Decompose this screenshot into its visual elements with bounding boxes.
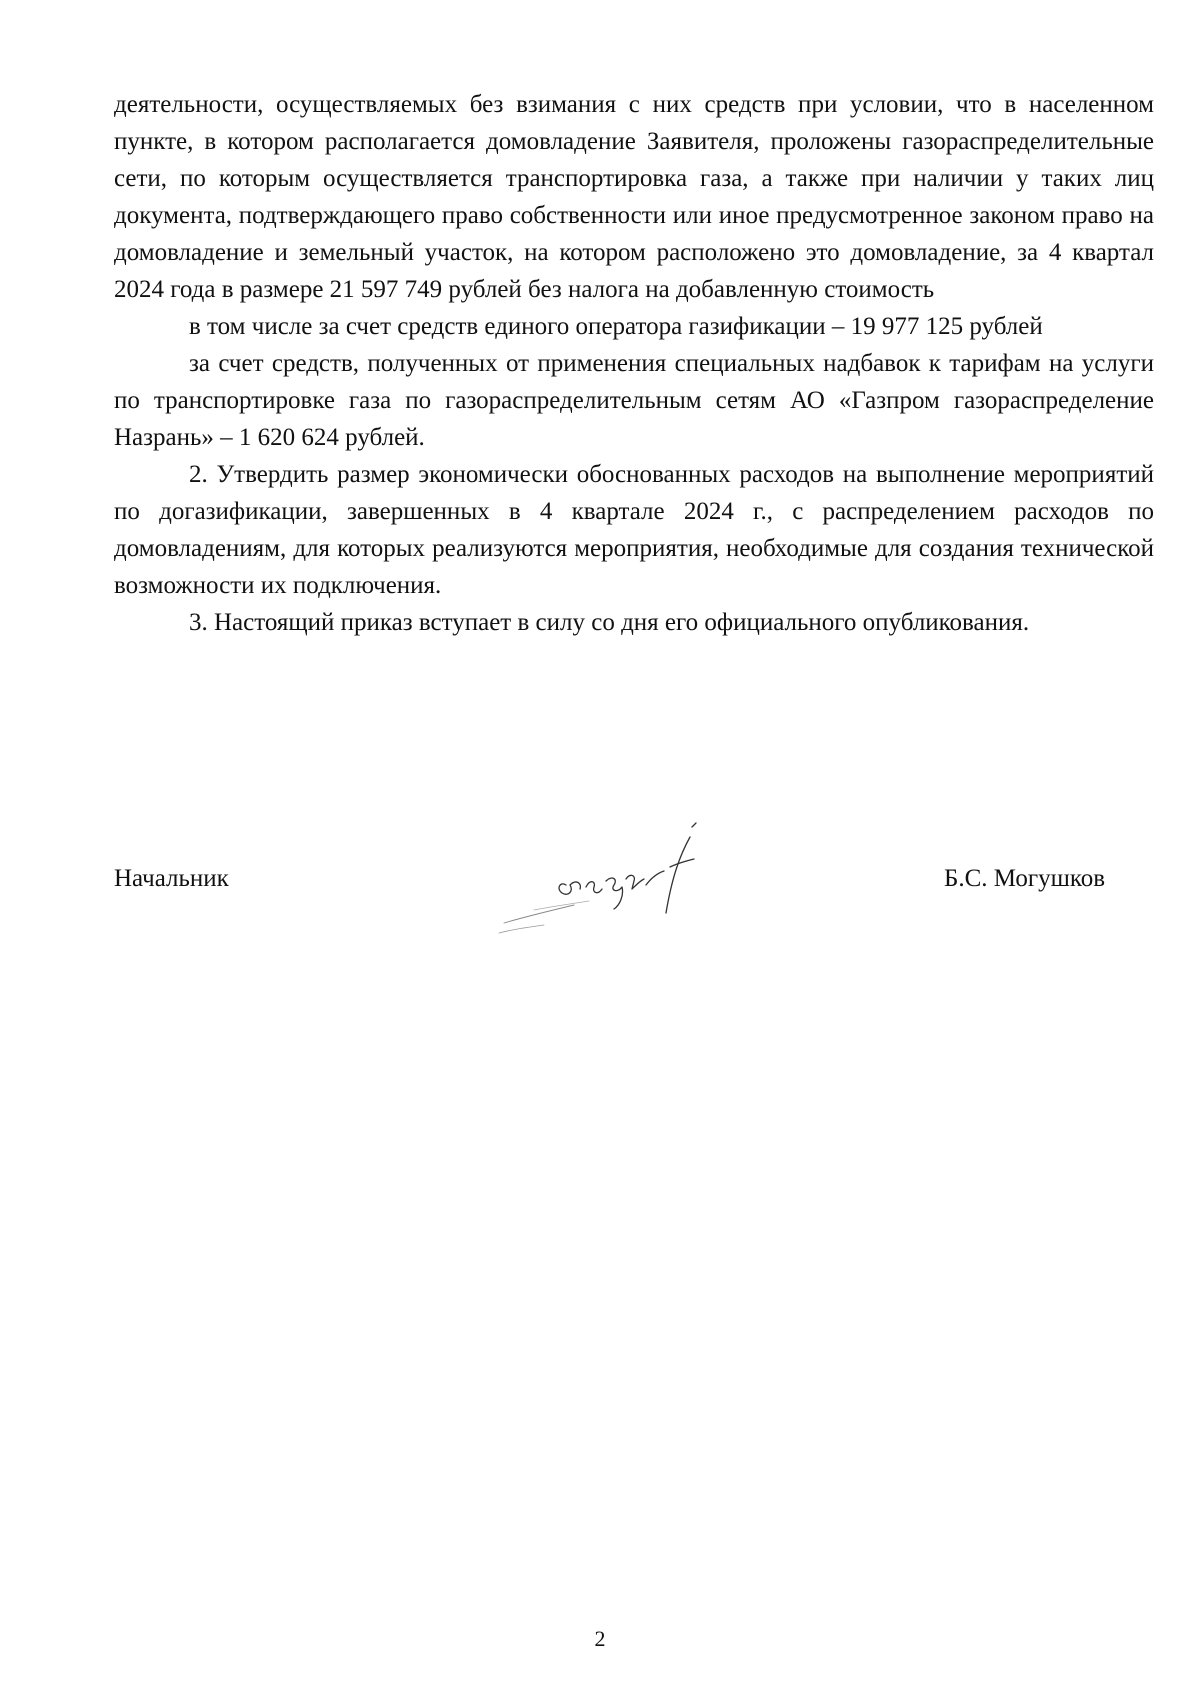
paragraph-surcharge-funds: за счет средств, полученных от применения специальных надбавок к тарифам на услуги по транспортировке газа по газораспределительным сетям АО «Газпром газораспределение Назрань» – 1 620 624 рублей. bbox=[114, 350, 1154, 451]
paragraph-continuation: деятельности, осуществляемых без взимания с них средств при условии, что в населенном пункте, в котором располагается домовладение Заявителя, проложены газораспределительные сети, по которым осуществляется транспортировка газа, а также при наличии у таких лиц документа, подтверждающего право собственности или иное предусмотренное законом право на домовладение и земельный участок, на котором расположено это домовладение, за 4 квартал 2024 года в размере 21 597 749 рублей без налога на добавленную стоимость bbox=[114, 91, 1154, 303]
page-number: 2 bbox=[594, 1626, 606, 1651]
paragraph-operator-funds: в том числе за счет средств единого оператора газификации – 19 977 125 рублей bbox=[189, 313, 1043, 340]
paragraph-item-3: 3. Настоящий приказ вступает в силу со дня его официального опубликования. bbox=[189, 609, 1030, 636]
signatory-position: Начальник bbox=[114, 865, 229, 892]
signature-block bbox=[114, 860, 1200, 940]
paragraph-item-2: 2. Утвердить размер экономически обоснованных расходов на выполнение мероприятий по догазификации, завершенных в 4 квартале 2024 г., с распределением расходов по домовладениям, для которых реализуются мероприятия, необходимые для создания технической возможности их подключения. bbox=[114, 461, 1154, 599]
signatory-name: Б.С. Могушков bbox=[944, 865, 1106, 892]
handwritten-signature bbox=[494, 815, 754, 945]
document-body bbox=[114, 86, 1154, 641]
